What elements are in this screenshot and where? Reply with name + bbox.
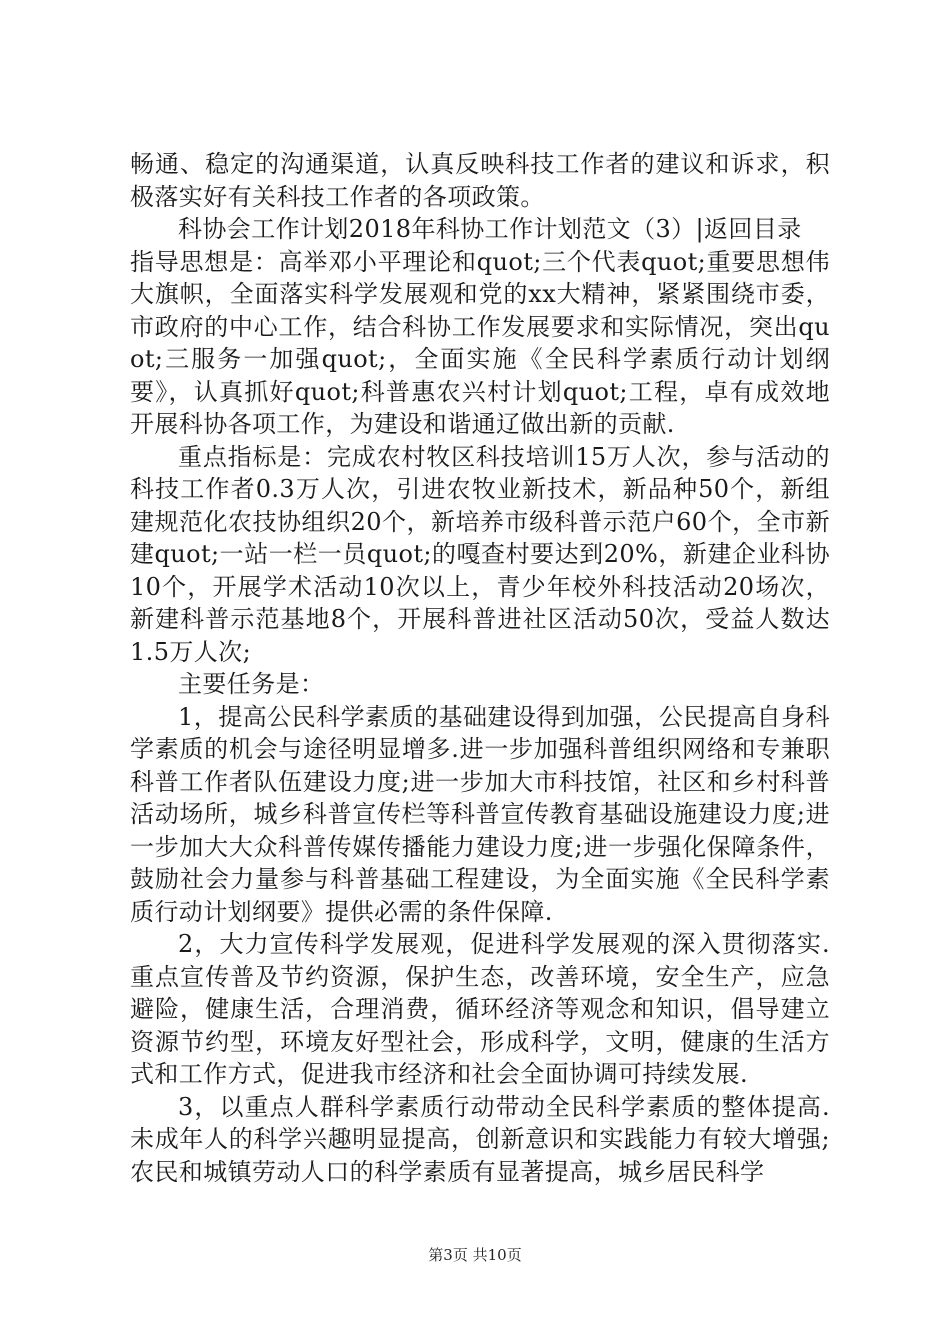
paragraph-2-heading-link: 科协会工作计划2018年科协工作计划范文（3）|返回目录 xyxy=(178,215,802,243)
page-number-footer: 第3页 共10页 xyxy=(428,1246,522,1264)
paragraph-6-task-1: 1，提高公民科学素质的基础建设得到加强，公民提高自身科学素质的机会与途径明显增多.进一步加强科普组织网络和专兼职科普工作者队伍建设力度;进一步加大市科技馆，社区和乡村科普活动场所，城乡科普宣传栏等科普宣传教育基础设施建设力度;进一步加大大众科普传媒传播能力建设力度;进一步强化保障条件，鼓励社会力量参与科普基础工程建设，为全面实施《全民科学素质行动计划纲要》提供必需的条件保障. xyxy=(130,702,830,926)
paragraph-7-task-2: 2，大力宣传科学发展观，促进科学发展观的深入贯彻落实.重点宣传普及节约资源，保护生态，改善环境，安全生产，应急避险，健康生活，合理消费，循环经济等观念和知识，倡导建立资源节约型，环境友好型社会，形成科学，文明，健康的生活方式和工作方式，促进我市经济和社会全面协调可持续发展. xyxy=(130,930,830,1088)
paragraph-4-key-indicators: 重点指标是：完成农村牧区科技培训15万人次，参与活动的科技工作者0.3万人次，引进农牧业新技术，新品种50个，新组建规范化农技协组织20个，新培养市级科普示范户60个，全市新建quot;一站一栏一员quot;的嘎查村要达到20%，新建企业科协10个，开展学术活动10次以上，青少年校外科技活动20场次，新建科普示范基地8个，开展科普进社区活动50次，受益人数达1.5万人次; xyxy=(130,442,830,666)
paragraph-5-main-tasks: 主要任务是： xyxy=(178,670,325,698)
document-body xyxy=(130,148,830,1188)
paragraph-3-guiding-ideology: 指导思想是：高举邓小平理论和quot;三个代表quot;重要思想伟大旗帜，全面落实科学发展观和党的xx大精神，紧紧围绕市委，市政府的中心工作，结合科协工作发展要求和实际情况，突出quot;三服务一加强quot;，全面实施《全民科学素质行动计划纲要》，认真抓好quot;科普惠农兴村计划quot;工程，卓有成效地开展科协各项工作，为建设和谐通辽做出新的贡献. xyxy=(130,247,830,438)
paragraph-8-task-3: 3，以重点人群科学素质行动带动全民科学素质的整体提高.未成年人的科学兴趣明显提高，创新意识和实践能力有较大增强;农民和城镇劳动人口的科学素质有显著提高，城乡居民科学 xyxy=(130,1092,830,1186)
paragraph-1: 畅通、稳定的沟通渠道，认真反映科技工作者的建议和诉求，积极落实好有关科技工作者的各项政策。 xyxy=(130,150,830,211)
